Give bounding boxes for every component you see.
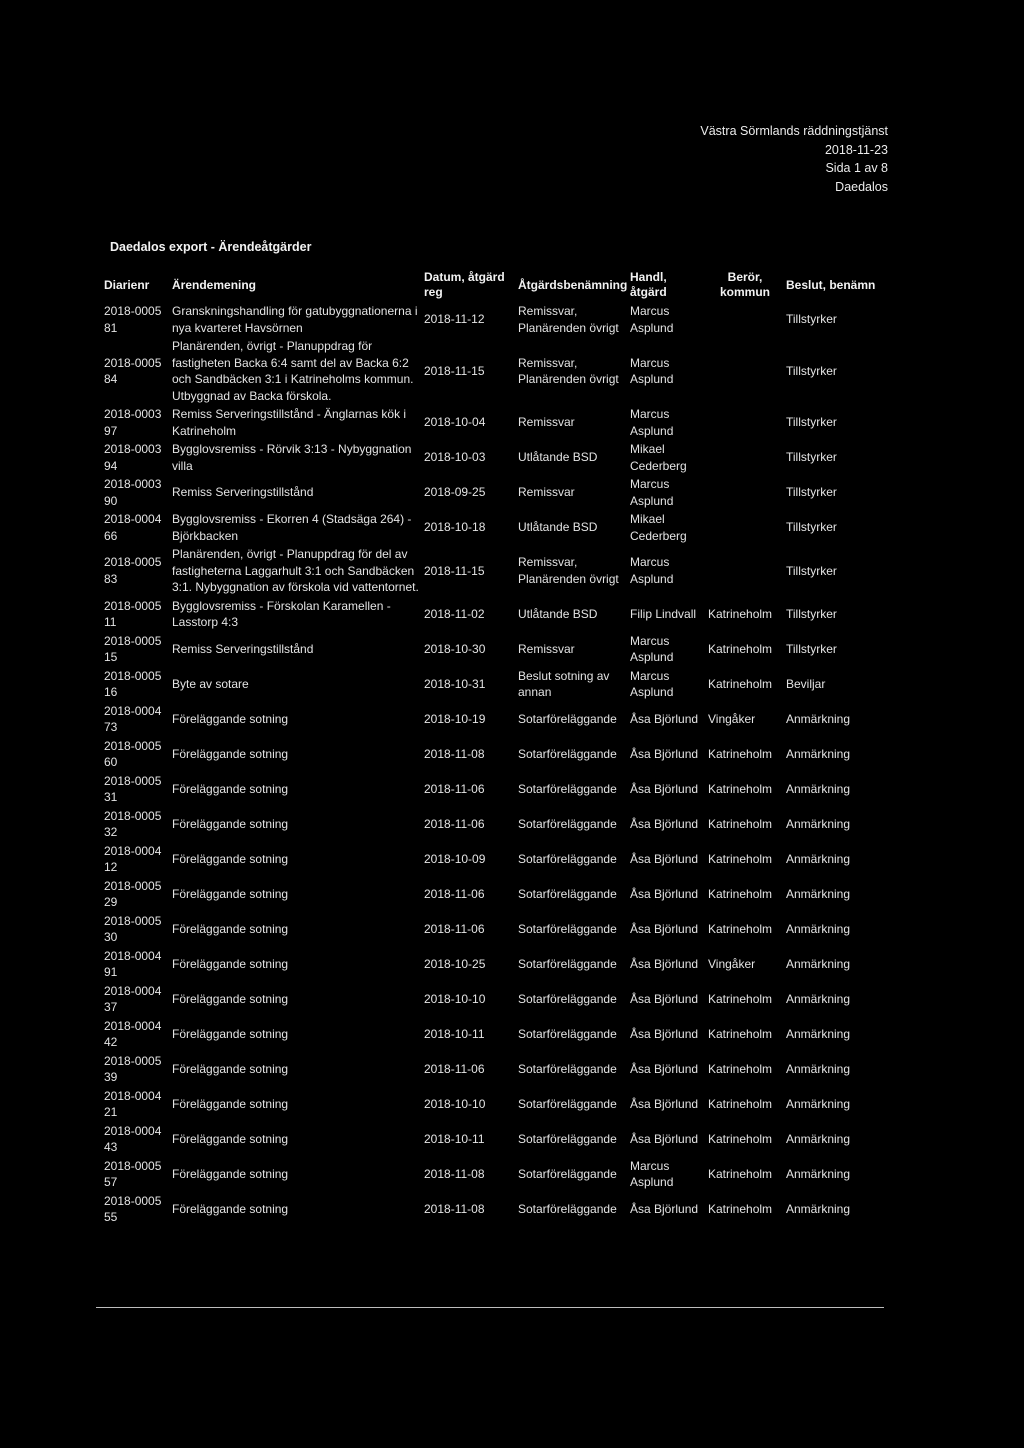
cell-beslut: Tillstyrker bbox=[786, 485, 837, 500]
cell-beslut: Anmärkning bbox=[786, 1131, 851, 1146]
cell-diarienr: 2018-0005 39 bbox=[104, 1053, 162, 1084]
cell-diarienr: 2018-0005 29 bbox=[104, 878, 162, 909]
cell-datum: 2018-10-19 bbox=[424, 711, 486, 726]
cell-datum: 2018-10-11 bbox=[424, 1026, 485, 1041]
cell-beslut: Tillstyrker bbox=[786, 450, 837, 465]
column-header-datum: Datum, åtgärd reg bbox=[424, 270, 505, 299]
cell-beror-kommun: Katrineholm bbox=[708, 1061, 773, 1076]
cell-beror-kommun: Katrineholm bbox=[708, 641, 773, 656]
page-number: Sida 1 av 8 bbox=[825, 161, 888, 175]
column-header-arendemening: Ärendemening bbox=[172, 277, 257, 292]
cell-beslut: Anmärkning bbox=[786, 1061, 851, 1076]
cell-beror-kommun bbox=[708, 302, 786, 337]
cell-beror-kommun: Katrineholm bbox=[708, 781, 773, 796]
cell-arendemening: Föreläggande sotning bbox=[172, 1096, 289, 1111]
cell-beror-kommun bbox=[708, 510, 786, 545]
cell-beror-kommun: Katrineholm bbox=[708, 851, 773, 866]
cell-atgardsbenamning: Sotarföreläggande bbox=[518, 1026, 617, 1041]
cell-handlaggare: Filip Lindvall bbox=[630, 606, 697, 621]
cell-beror-kommun: Katrineholm bbox=[708, 606, 773, 621]
table-row bbox=[104, 545, 884, 597]
cell-datum: 2018-10-10 bbox=[424, 991, 486, 1006]
cell-beslut: Tillstyrker bbox=[786, 312, 837, 327]
cell-arendemening: Remiss Serveringstillstånd bbox=[172, 641, 314, 656]
report-date: 2018-11-23 bbox=[824, 142, 888, 157]
cell-arendemening: Remiss Serveringstillstånd bbox=[172, 485, 314, 500]
cell-atgardsbenamning: Remissvar bbox=[518, 485, 575, 500]
cell-arendemening: Föreläggande sotning bbox=[172, 851, 289, 866]
cell-datum: 2018-10-11 bbox=[424, 1131, 485, 1146]
cell-beror-kommun bbox=[708, 545, 786, 597]
cell-handlaggare: Åsa Björlund bbox=[630, 991, 699, 1006]
table-row bbox=[104, 597, 884, 632]
cell-beslut: Tillstyrker bbox=[786, 563, 837, 578]
cell-handlaggare: Marcus Asplund bbox=[630, 668, 674, 699]
cell-beror-kommun: Katrineholm bbox=[708, 1096, 773, 1111]
cell-atgardsbenamning: Sotarföreläggande bbox=[518, 851, 617, 866]
cell-arendemening: Föreläggande sotning bbox=[172, 781, 289, 796]
cell-arendemening: Föreläggande sotning bbox=[172, 921, 289, 936]
cell-datum: 2018-11-08 bbox=[424, 746, 485, 761]
cell-datum: 2018-10-10 bbox=[424, 1096, 486, 1111]
cell-diarienr: 2018-0004 37 bbox=[104, 983, 162, 1014]
table-row bbox=[104, 912, 884, 947]
column-header-beslut: Beslut, benämn bbox=[786, 277, 876, 292]
cell-beslut: Anmärkning bbox=[786, 1026, 851, 1041]
cell-datum: 2018-09-25 bbox=[424, 485, 486, 500]
cell-datum: 2018-11-06 bbox=[424, 886, 485, 901]
cell-arendemening: Planärenden, övrigt - Planuppdrag för del av fastigheterna Laggarhult 3:1 och Sandbäcken 3:1. Nybyggnation av förskola vid vattentornet. bbox=[172, 547, 419, 594]
cell-datum: 2018-11-06 bbox=[424, 781, 485, 796]
cell-arendemening: Föreläggande sotning bbox=[172, 886, 289, 901]
cell-beror-kommun bbox=[708, 337, 786, 405]
cell-beror-kommun: Katrineholm bbox=[708, 1201, 773, 1216]
cell-atgardsbenamning: Remissvar bbox=[518, 641, 575, 656]
table-row bbox=[104, 1192, 884, 1227]
cell-diarienr: 2018-0004 12 bbox=[104, 843, 162, 874]
cell-beslut: Anmärkning bbox=[786, 1201, 851, 1216]
organization-name: Västra Sörmlands räddningstjänst bbox=[700, 124, 888, 138]
cell-beslut: Tillstyrker bbox=[786, 520, 837, 535]
cell-handlaggare: Åsa Björlund bbox=[630, 1061, 699, 1076]
column-header-diarienr: Diarienr bbox=[104, 277, 150, 292]
cell-datum: 2018-11-06 bbox=[424, 1061, 485, 1076]
cell-datum: 2018-10-03 bbox=[424, 450, 486, 465]
cell-beslut: Anmärkning bbox=[786, 921, 851, 936]
cell-datum: 2018-10-31 bbox=[424, 676, 486, 691]
cell-atgardsbenamning: Utlåtande BSD bbox=[518, 606, 598, 621]
cell-datum: 2018-11-06 bbox=[424, 816, 485, 831]
cell-arendemening: Föreläggande sotning bbox=[172, 816, 289, 831]
cell-arendemening: Föreläggande sotning bbox=[172, 956, 289, 971]
table-row bbox=[104, 475, 884, 510]
document-title: Daedalos export - Ärendeåtgärder bbox=[110, 240, 312, 254]
column-header-handlaggare: Handl, åtgärd bbox=[630, 270, 667, 299]
cell-diarienr: 2018-0004 42 bbox=[104, 1018, 162, 1049]
cell-beslut: Tillstyrker bbox=[786, 363, 837, 378]
cell-handlaggare: Marcus Asplund bbox=[630, 304, 674, 335]
table-row bbox=[104, 737, 884, 772]
cell-diarienr: 2018-0004 21 bbox=[104, 1088, 162, 1119]
cell-atgardsbenamning: Sotarföreläggande bbox=[518, 1096, 617, 1111]
cell-diarienr: 2018-0003 97 bbox=[104, 407, 162, 438]
table-row bbox=[104, 772, 884, 807]
cell-diarienr: 2018-0005 83 bbox=[104, 555, 162, 586]
cell-diarienr: 2018-0005 15 bbox=[104, 633, 162, 664]
cell-handlaggare: Åsa Björlund bbox=[630, 851, 699, 866]
cell-datum: 2018-10-04 bbox=[424, 415, 486, 430]
cell-beror-kommun bbox=[708, 475, 786, 510]
table-row bbox=[104, 1017, 884, 1052]
cell-beror-kommun: Katrineholm bbox=[708, 921, 773, 936]
cell-arendemening: Föreläggande sotning bbox=[172, 1166, 289, 1181]
cell-atgardsbenamning: Sotarföreläggande bbox=[518, 781, 617, 796]
cell-arendemening: Bygglovsremiss - Rörvik 3:13 - Nybyggnation villa bbox=[172, 442, 412, 473]
cell-diarienr: 2018-0005 32 bbox=[104, 808, 162, 839]
cell-atgardsbenamning: Sotarföreläggande bbox=[518, 746, 617, 761]
cell-arendemening: Bygglovsremiss - Ekorren 4 (Stadsäga 264) -Björkbacken bbox=[172, 512, 412, 543]
cell-datum: 2018-11-08 bbox=[424, 1201, 485, 1216]
cell-atgardsbenamning: Utlåtande BSD bbox=[518, 450, 598, 465]
cell-handlaggare: Åsa Björlund bbox=[630, 921, 699, 936]
cell-beror-kommun: Katrineholm bbox=[708, 991, 773, 1006]
cell-beror-kommun: Katrineholm bbox=[708, 886, 773, 901]
page-header bbox=[700, 122, 888, 196]
cell-handlaggare: Åsa Björlund bbox=[630, 816, 699, 831]
cell-handlaggare: Åsa Björlund bbox=[630, 886, 699, 901]
table-row bbox=[104, 947, 884, 982]
table-row bbox=[104, 337, 884, 405]
table-row bbox=[104, 877, 884, 912]
cell-datum: 2018-11-02 bbox=[424, 606, 485, 621]
cell-arendemening: Remiss Serveringstillstånd - Änglarnas kök i Katrineholm bbox=[172, 407, 407, 438]
cell-beslut: Anmärkning bbox=[786, 851, 851, 866]
cell-arendemening: Föreläggande sotning bbox=[172, 1201, 289, 1216]
cell-beslut: Anmärkning bbox=[786, 991, 851, 1006]
cell-beslut: Anmärkning bbox=[786, 711, 851, 726]
cell-beslut: Tillstyrker bbox=[786, 641, 837, 656]
cell-beslut: Anmärkning bbox=[786, 781, 851, 796]
cell-arendemening: Planärenden, övrigt - Planuppdrag för fastigheten Backa 6:4 samt del av Backa 6:2 och Sandbäcken 3:1 i Katrineholms kommun. Utbyggnad av Backa förskola. bbox=[172, 339, 414, 403]
cell-datum: 2018-10-09 bbox=[424, 851, 486, 866]
cell-datum: 2018-10-25 bbox=[424, 956, 486, 971]
cell-atgardsbenamning: Sotarföreläggande bbox=[518, 886, 617, 901]
table-row bbox=[104, 1087, 884, 1122]
table-row bbox=[104, 667, 884, 702]
cell-datum: 2018-10-18 bbox=[424, 520, 486, 535]
cell-beror-kommun: Katrineholm bbox=[708, 816, 773, 831]
cell-diarienr: 2018-0005 11 bbox=[104, 598, 162, 629]
cell-arendemening: Föreläggande sotning bbox=[172, 1131, 289, 1146]
cell-handlaggare: Marcus Asplund bbox=[630, 633, 674, 664]
cell-arendemening: Föreläggande sotning bbox=[172, 1026, 289, 1041]
table-header-row bbox=[104, 268, 884, 302]
cell-atgardsbenamning: Sotarföreläggande bbox=[518, 1061, 617, 1076]
table-row bbox=[104, 1052, 884, 1087]
cell-handlaggare: Marcus Asplund bbox=[630, 355, 674, 386]
cell-beror-kommun: Katrineholm bbox=[708, 676, 773, 691]
cell-beslut: Anmärkning bbox=[786, 1166, 851, 1181]
cell-beslut: Tillstyrker bbox=[786, 606, 837, 621]
cell-handlaggare: Åsa Björlund bbox=[630, 1131, 699, 1146]
cell-diarienr: 2018-0005 30 bbox=[104, 913, 162, 944]
cell-diarienr: 2018-0005 84 bbox=[104, 355, 162, 386]
cell-datum: 2018-11-08 bbox=[424, 1166, 485, 1181]
cell-handlaggare: Mikael Cederberg bbox=[630, 512, 687, 543]
cell-beslut: Anmärkning bbox=[786, 956, 851, 971]
cell-beror-kommun: Katrineholm bbox=[708, 1166, 773, 1181]
cell-atgardsbenamning: Sotarföreläggande bbox=[518, 1201, 617, 1216]
cell-datum: 2018-11-15 bbox=[424, 363, 485, 378]
cell-atgardsbenamning: Sotarföreläggande bbox=[518, 711, 617, 726]
cell-beslut: Anmärkning bbox=[786, 1096, 851, 1111]
table-row bbox=[104, 1122, 884, 1157]
cell-beror-kommun: Vingåker bbox=[708, 711, 756, 726]
cell-diarienr: 2018-0005 16 bbox=[104, 668, 162, 699]
cell-diarienr: 2018-0004 73 bbox=[104, 703, 162, 734]
cell-handlaggare: Marcus Asplund bbox=[630, 1158, 674, 1189]
cell-diarienr: 2018-0005 55 bbox=[104, 1193, 162, 1224]
table-row bbox=[104, 632, 884, 667]
table-row bbox=[104, 982, 884, 1017]
table-row bbox=[104, 842, 884, 877]
table-row bbox=[104, 510, 884, 545]
cell-diarienr: 2018-0003 94 bbox=[104, 442, 162, 473]
cell-arendemening: Föreläggande sotning bbox=[172, 711, 289, 726]
cell-diarienr: 2018-0005 81 bbox=[104, 304, 162, 335]
footer-divider bbox=[96, 1307, 884, 1308]
cell-arendemening: Föreläggande sotning bbox=[172, 1061, 289, 1076]
cell-arendemening: Bygglovsremiss - Förskolan Karamellen - Lasstorp 4:3 bbox=[172, 598, 391, 629]
cell-beslut: Anmärkning bbox=[786, 816, 851, 831]
cell-beror-kommun bbox=[708, 440, 786, 475]
cell-datum: 2018-11-12 bbox=[424, 312, 485, 327]
table-row bbox=[104, 440, 884, 475]
table-row bbox=[104, 405, 884, 440]
cell-diarienr: 2018-0004 43 bbox=[104, 1123, 162, 1154]
cell-atgardsbenamning: Beslut sotning av annan bbox=[518, 668, 610, 699]
cell-handlaggare: Marcus Asplund bbox=[630, 555, 674, 586]
cell-datum: 2018-11-15 bbox=[424, 563, 485, 578]
table-row bbox=[104, 302, 884, 337]
cell-handlaggare: Åsa Björlund bbox=[630, 1201, 699, 1216]
cell-beror-kommun: Katrineholm bbox=[708, 1026, 773, 1041]
cell-diarienr: 2018-0003 90 bbox=[104, 477, 162, 508]
cell-handlaggare: Mikael Cederberg bbox=[630, 442, 687, 473]
cell-handlaggare: Åsa Björlund bbox=[630, 781, 699, 796]
cell-beror-kommun: Katrineholm bbox=[708, 746, 773, 761]
cell-atgardsbenamning: Sotarföreläggande bbox=[518, 921, 617, 936]
table-row bbox=[104, 807, 884, 842]
cell-beror-kommun bbox=[708, 405, 786, 440]
cell-handlaggare: Marcus Asplund bbox=[630, 407, 674, 438]
cell-diarienr: 2018-0004 66 bbox=[104, 512, 162, 543]
cell-atgardsbenamning: Sotarföreläggande bbox=[518, 1131, 617, 1146]
cell-arendemening: Byte av sotare bbox=[172, 676, 249, 691]
table-row bbox=[104, 702, 884, 737]
cell-arendemening: Föreläggande sotning bbox=[172, 991, 289, 1006]
actions-table bbox=[104, 268, 884, 1227]
cell-atgardsbenamning: Remissvar bbox=[518, 415, 575, 430]
cell-beslut: Tillstyrker bbox=[786, 415, 837, 430]
system-name: Daedalos bbox=[835, 179, 888, 194]
cell-arendemening: Granskningshandling för gatubyggnationerna i nya kvarteret Havsörnen bbox=[172, 304, 418, 335]
cell-atgardsbenamning: Sotarföreläggande bbox=[518, 1166, 617, 1181]
column-header-atgardsbenamning: Åtgärdsbenämning bbox=[518, 277, 628, 292]
cell-diarienr: 2018-0005 57 bbox=[104, 1158, 162, 1189]
cell-atgardsbenamning: Remissvar, Planärenden övrigt bbox=[518, 355, 619, 386]
cell-datum: 2018-11-06 bbox=[424, 921, 485, 936]
cell-beslut: Anmärkning bbox=[786, 746, 851, 761]
cell-diarienr: 2018-0005 60 bbox=[104, 738, 162, 769]
cell-diarienr: 2018-0005 31 bbox=[104, 773, 162, 804]
cell-beror-kommun: Vingåker bbox=[708, 956, 756, 971]
cell-atgardsbenamning: Sotarföreläggande bbox=[518, 991, 617, 1006]
cell-handlaggare: Åsa Björlund bbox=[630, 956, 699, 971]
cell-handlaggare: Åsa Björlund bbox=[630, 1026, 699, 1041]
cell-atgardsbenamning: Sotarföreläggande bbox=[518, 816, 617, 831]
cell-beslut: Beviljar bbox=[786, 676, 826, 691]
cell-beslut: Anmärkning bbox=[786, 886, 851, 901]
cell-beror-kommun: Katrineholm bbox=[708, 1131, 773, 1146]
cell-handlaggare: Åsa Björlund bbox=[630, 711, 699, 726]
cell-atgardsbenamning: Utlåtande BSD bbox=[518, 520, 598, 535]
cell-handlaggare: Åsa Björlund bbox=[630, 746, 699, 761]
column-header-beror-kommun: Berör, kommun bbox=[719, 270, 770, 299]
cell-handlaggare: Åsa Björlund bbox=[630, 1096, 699, 1111]
cell-atgardsbenamning: Sotarföreläggande bbox=[518, 956, 617, 971]
table-row bbox=[104, 1157, 884, 1192]
cell-atgardsbenamning: Remissvar, Planärenden övrigt bbox=[518, 304, 619, 335]
cell-datum: 2018-10-30 bbox=[424, 641, 486, 656]
cell-diarienr: 2018-0004 91 bbox=[104, 948, 162, 979]
cell-handlaggare: Marcus Asplund bbox=[630, 477, 674, 508]
cell-arendemening: Föreläggande sotning bbox=[172, 746, 289, 761]
table-body bbox=[104, 302, 884, 1227]
cell-atgardsbenamning: Remissvar, Planärenden övrigt bbox=[518, 555, 619, 586]
